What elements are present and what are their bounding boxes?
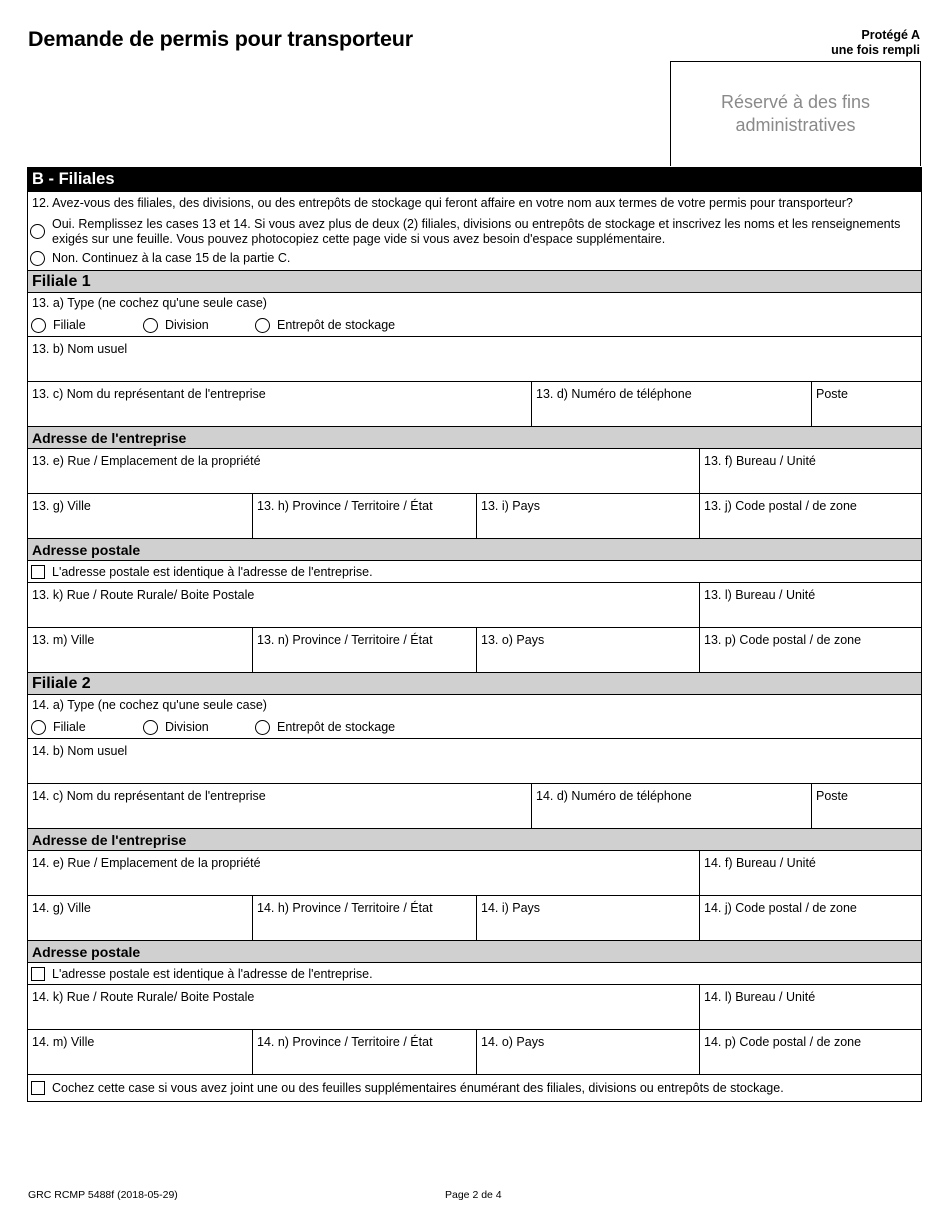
filiale-1-heading: Filiale 1 bbox=[28, 270, 921, 292]
f2-filiale-radio[interactable] bbox=[31, 720, 46, 735]
f1-bureau-field[interactable]: 13. f) Bureau / Unité bbox=[699, 449, 921, 493]
f2-entrepot-radio[interactable] bbox=[255, 720, 270, 735]
f2-type-entrepot[interactable] bbox=[255, 720, 395, 735]
f2-nom-usuel-row bbox=[28, 738, 921, 783]
f2-nom-usuel-field[interactable]: 14. b) Nom usuel bbox=[32, 744, 128, 758]
protection-line-2: une fois rempli bbox=[831, 43, 920, 57]
f2-identique-checkbox[interactable] bbox=[31, 967, 45, 981]
f2-pays-postal-field[interactable]: 14. o) Pays bbox=[476, 1030, 699, 1074]
page-title: Demande de permis pour transporteur bbox=[28, 27, 413, 51]
f1-ville-postale-row bbox=[28, 627, 921, 672]
f1-type-options bbox=[28, 314, 921, 336]
f2-code-postal-postal-field[interactable]: 14. p) Code postal / de zone bbox=[699, 1030, 921, 1074]
f2-telephone-field[interactable]: 14. d) Numéro de téléphone bbox=[531, 784, 811, 828]
f2-ville-field[interactable]: 14. g) Ville bbox=[32, 901, 91, 915]
f2-rue-field[interactable]: 14. e) Rue / Emplacement de la propriété bbox=[32, 856, 261, 870]
f1-representant-field[interactable]: 13. c) Nom du représentant de l'entreprise bbox=[32, 387, 266, 401]
f2-poste-field[interactable]: Poste bbox=[811, 784, 921, 828]
f2-ville-postale-field[interactable]: 14. m) Ville bbox=[32, 1035, 95, 1049]
supplement-checkbox[interactable] bbox=[31, 1081, 45, 1095]
question-12: 12. Avez-vous des filiales, des divisions, ou des entrepôts de stockage qui feront affaire en votre nom aux termes de votre permis pour transporteur? bbox=[32, 196, 853, 210]
f1-type-division[interactable] bbox=[143, 318, 255, 333]
q12-yes-label: Oui. Remplissez les cases 13 et 14. Si vous avez plus de deux (2) filiales, divisions ou entrepôts de stockage et inscrivez les noms et les renseignements exigés sur une feuille. Vous pouvez photocopiez cette page vide si vous avez besoin d'espace supplémentaire. bbox=[52, 217, 901, 246]
f2-type-filiale[interactable] bbox=[31, 720, 143, 735]
q12-yes-radio[interactable] bbox=[30, 224, 45, 239]
supplement-option[interactable] bbox=[28, 1074, 921, 1101]
f2-rue-postale-row bbox=[28, 984, 921, 1029]
f1-ville-postale-field[interactable]: 13. m) Ville bbox=[32, 633, 95, 647]
page-number: Page 2 de 4 bbox=[445, 1189, 502, 1201]
f1-division-label: Division bbox=[165, 318, 209, 332]
f1-code-postal-field[interactable]: 13. j) Code postal / de zone bbox=[699, 494, 921, 538]
f1-code-postal-postal-field[interactable]: 13. p) Code postal / de zone bbox=[699, 628, 921, 672]
f2-bureau-postal-field[interactable]: 14. l) Bureau / Unité bbox=[699, 985, 921, 1029]
f2-rue-row bbox=[28, 850, 921, 895]
section-title: B - Filiales bbox=[28, 167, 921, 192]
f2-adresse-entreprise-heading: Adresse de l'entreprise bbox=[28, 828, 921, 850]
f1-entrepot-label: Entrepôt de stockage bbox=[277, 318, 396, 332]
f1-identique-option[interactable] bbox=[28, 560, 921, 582]
protection-label bbox=[831, 28, 920, 58]
f2-type-label: 14. a) Type (ne cochez qu'une seule case) bbox=[32, 698, 267, 712]
f1-type-entrepot[interactable] bbox=[255, 318, 395, 333]
section-b-form bbox=[27, 167, 922, 1102]
f1-pays-field[interactable]: 13. i) Pays bbox=[476, 494, 699, 538]
q12-no-option[interactable] bbox=[28, 248, 921, 270]
f1-identique-label: L'adresse postale est identique à l'adresse de l'entreprise. bbox=[52, 564, 373, 579]
f2-identique-label: L'adresse postale est identique à l'adresse de l'entreprise. bbox=[52, 966, 373, 981]
f1-province-postale-field[interactable]: 13. n) Province / Territoire / État bbox=[252, 628, 476, 672]
f2-type-division[interactable] bbox=[143, 720, 255, 735]
f2-adresse-postale-heading: Adresse postale bbox=[28, 940, 921, 962]
f1-rue-postale-field[interactable]: 13. k) Rue / Route Rurale/ Boite Postale bbox=[32, 588, 255, 602]
f2-province-field[interactable]: 14. h) Province / Territoire / État bbox=[252, 896, 476, 940]
f2-pays-field[interactable]: 14. i) Pays bbox=[476, 896, 699, 940]
f1-rue-postale-row bbox=[28, 582, 921, 627]
f2-code-postal-field[interactable]: 14. j) Code postal / de zone bbox=[699, 896, 921, 940]
f2-type-options bbox=[28, 716, 921, 738]
f1-adresse-entreprise-heading: Adresse de l'entreprise bbox=[28, 426, 921, 448]
f2-division-label: Division bbox=[165, 720, 209, 734]
f1-pays-postal-field[interactable]: 13. o) Pays bbox=[476, 628, 699, 672]
f2-ville-postale-row bbox=[28, 1029, 921, 1074]
f1-nom-usuel-field[interactable]: 13. b) Nom usuel bbox=[32, 342, 128, 356]
filiale-2-heading: Filiale 2 bbox=[28, 672, 921, 694]
f1-type-filiale[interactable] bbox=[31, 318, 143, 333]
q12-no-radio[interactable] bbox=[30, 251, 45, 266]
protection-line-1: Protégé A bbox=[861, 28, 920, 42]
form-id: GRC RCMP 5488f (2018-05-29) bbox=[28, 1189, 178, 1201]
f2-filiale-label: Filiale bbox=[53, 720, 86, 734]
f2-representant-field[interactable]: 14. c) Nom du représentant de l'entreprise bbox=[32, 789, 266, 803]
f1-poste-field[interactable]: Poste bbox=[811, 382, 921, 426]
f1-type-label-row bbox=[28, 292, 921, 314]
admin-reserved-box bbox=[670, 61, 921, 166]
f2-rue-postale-field[interactable]: 14. k) Rue / Route Rurale/ Boite Postale bbox=[32, 990, 255, 1004]
f1-rue-field[interactable]: 13. e) Rue / Emplacement de la propriété bbox=[32, 454, 261, 468]
f1-filiale-label: Filiale bbox=[53, 318, 86, 332]
f1-ville-row bbox=[28, 493, 921, 538]
f2-identique-option[interactable] bbox=[28, 962, 921, 984]
f2-entrepot-label: Entrepôt de stockage bbox=[277, 720, 396, 734]
q12-no-label: Non. Continuez à la case 15 de la partie C. bbox=[52, 251, 291, 265]
f2-contact-row bbox=[28, 783, 921, 828]
f1-bureau-postal-field[interactable]: 13. l) Bureau / Unité bbox=[699, 583, 921, 627]
f1-rue-row bbox=[28, 448, 921, 493]
f1-identique-checkbox[interactable] bbox=[31, 565, 45, 579]
admin-reserved-text: Réservé à des fins administratives bbox=[720, 92, 871, 135]
f1-entrepot-radio[interactable] bbox=[255, 318, 270, 333]
f1-division-radio[interactable] bbox=[143, 318, 158, 333]
f1-filiale-radio[interactable] bbox=[31, 318, 46, 333]
f1-telephone-field[interactable]: 13. d) Numéro de téléphone bbox=[531, 382, 811, 426]
f2-division-radio[interactable] bbox=[143, 720, 158, 735]
q12-yes-option[interactable] bbox=[28, 214, 921, 248]
f1-nom-usuel-row bbox=[28, 336, 921, 381]
supplement-label: Cochez cette case si vous avez joint une ou des feuilles supplémentaires énumérant des filiales, divisions ou entrepôts de stockage. bbox=[52, 1081, 784, 1095]
f2-province-postale-field[interactable]: 14. n) Province / Territoire / État bbox=[252, 1030, 476, 1074]
f2-ville-row bbox=[28, 895, 921, 940]
f2-bureau-field[interactable]: 14. f) Bureau / Unité bbox=[699, 851, 921, 895]
f1-ville-field[interactable]: 13. g) Ville bbox=[32, 499, 91, 513]
f1-province-field[interactable]: 13. h) Province / Territoire / État bbox=[252, 494, 476, 538]
f1-type-label: 13. a) Type (ne cochez qu'une seule case) bbox=[32, 296, 267, 310]
f2-type-label-row bbox=[28, 694, 921, 716]
f1-adresse-postale-heading: Adresse postale bbox=[28, 538, 921, 560]
f1-contact-row bbox=[28, 381, 921, 426]
